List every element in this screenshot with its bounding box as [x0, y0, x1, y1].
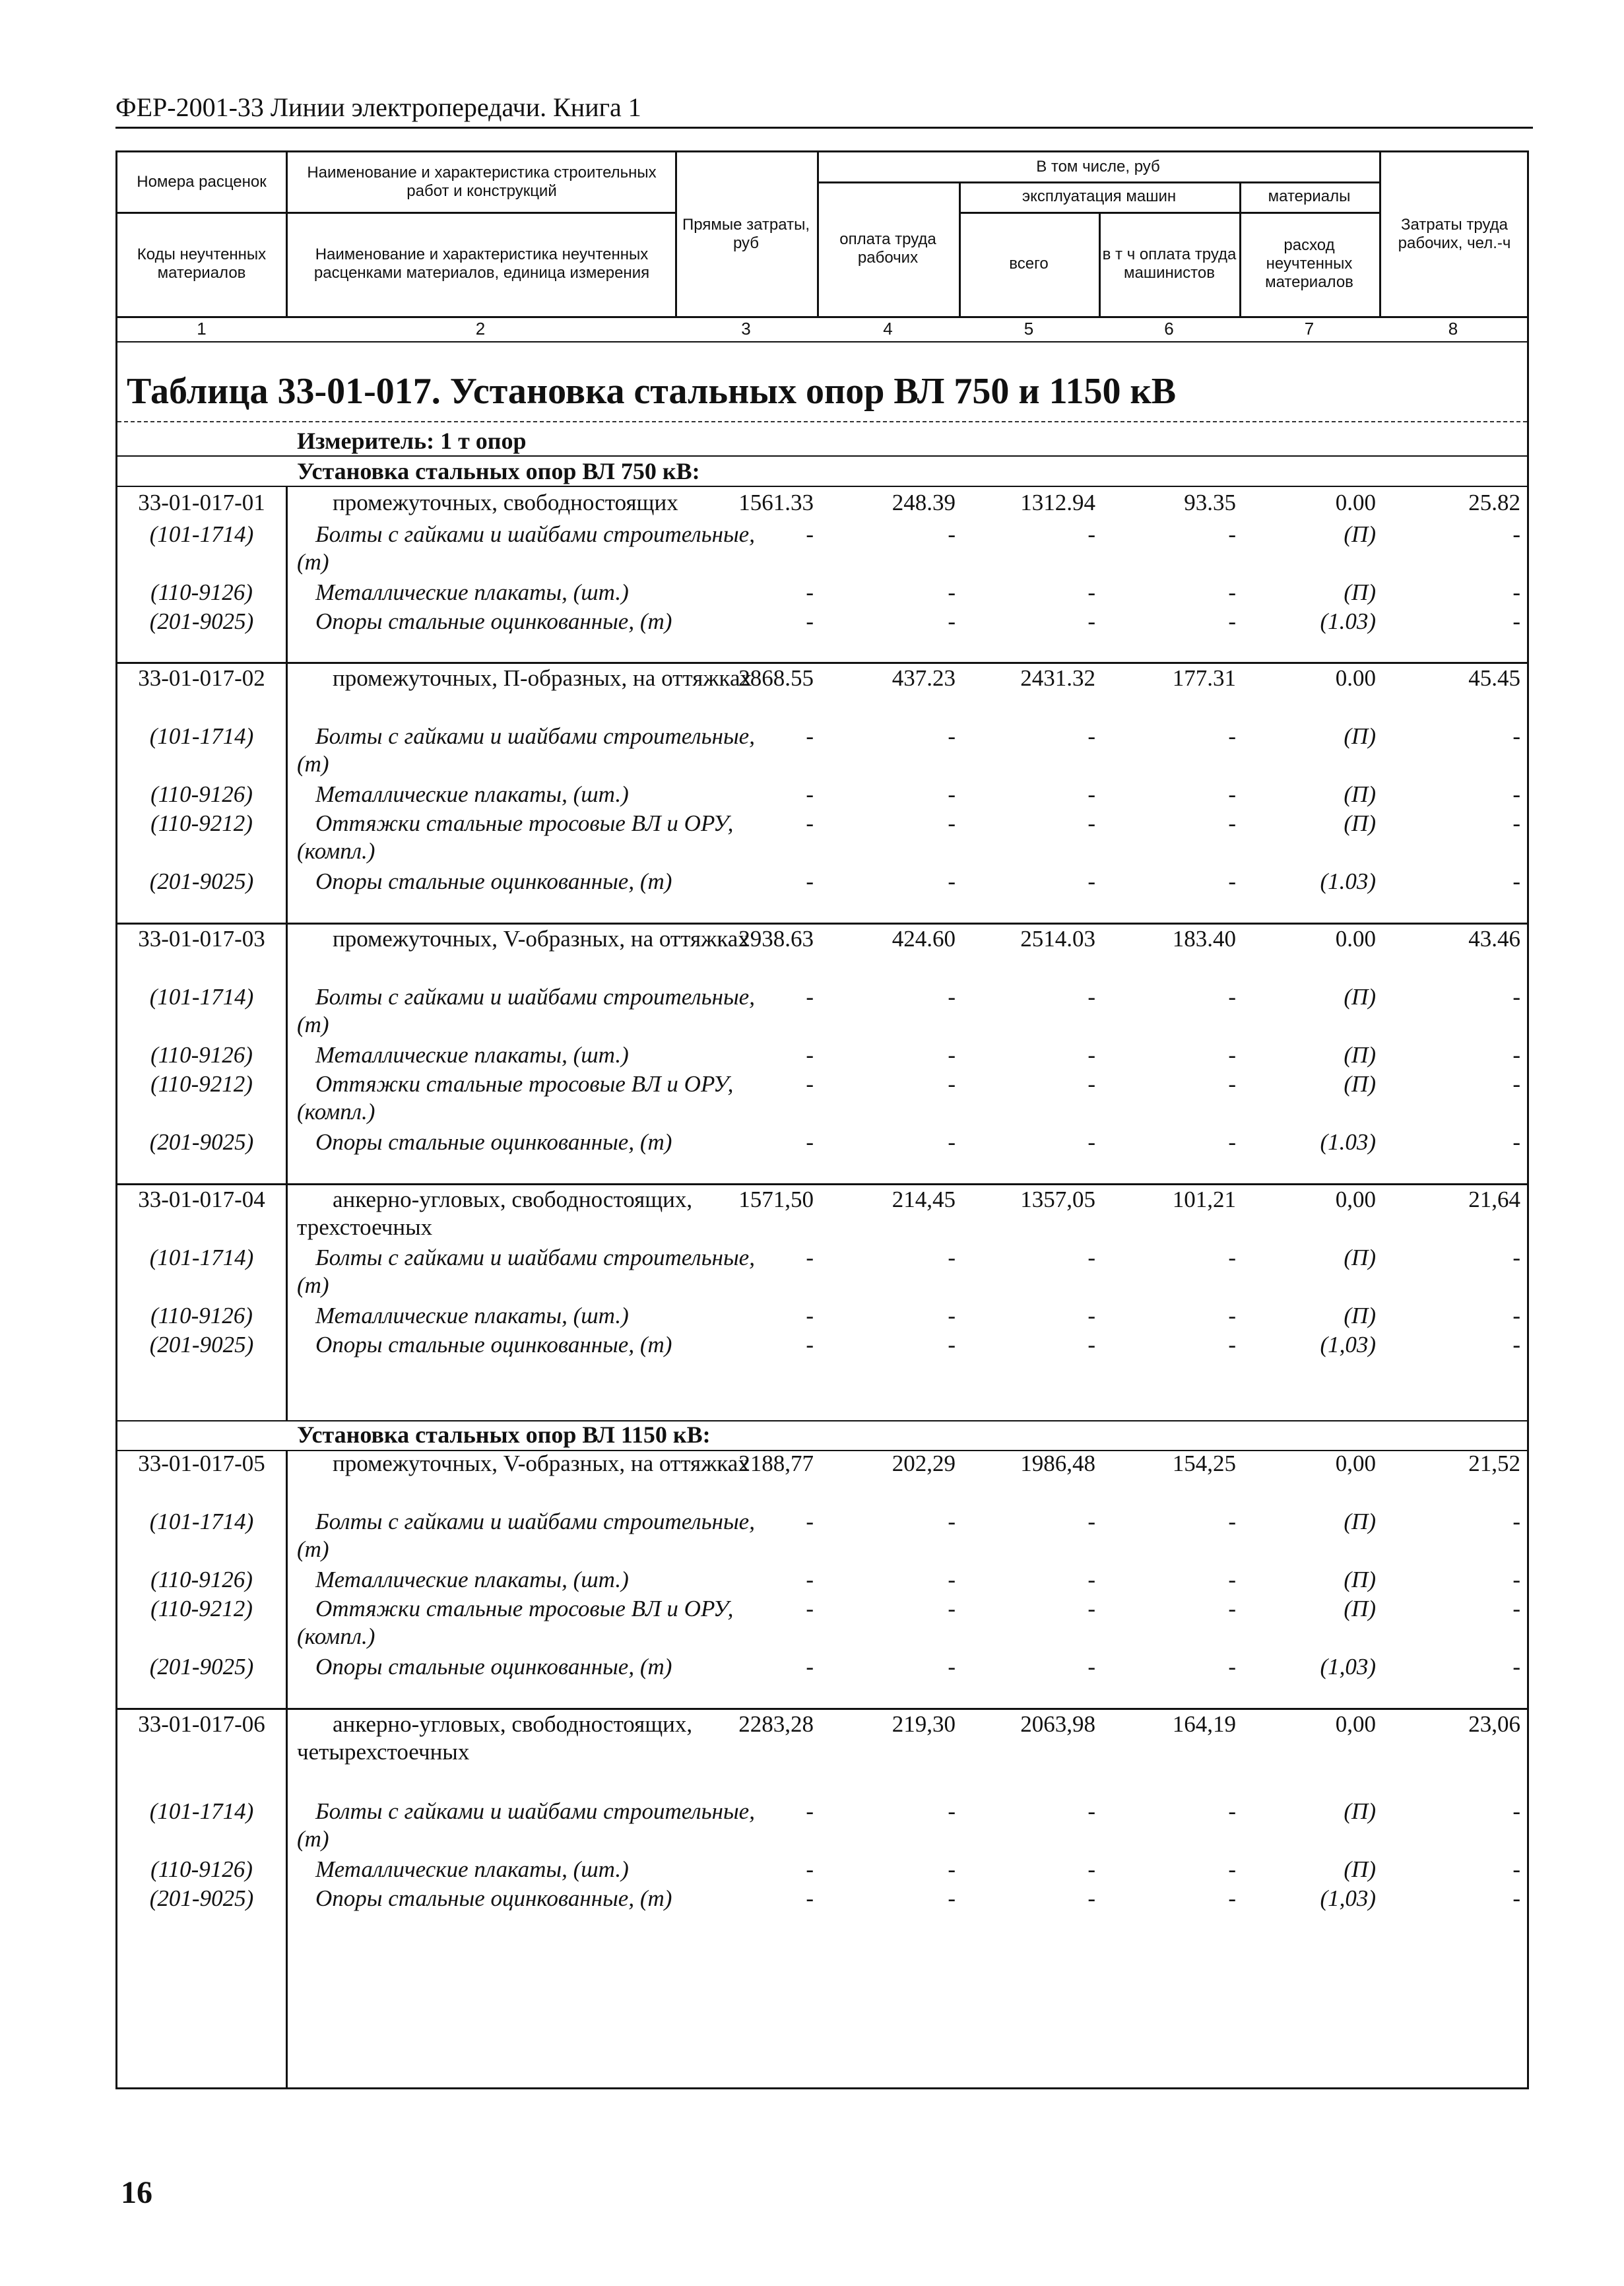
value-cell: - [1088, 579, 1095, 605]
header-row-numbers: Номера расценок [137, 173, 267, 191]
rate-code: 33-01-017-01 [138, 490, 265, 515]
value-cell: 2868.55 [738, 665, 814, 691]
value-cell: - [806, 1596, 814, 1621]
material-description: Опоры стальные оцинкованные, (т) [315, 1654, 672, 1680]
divider [117, 421, 1527, 422]
value-cell: - [1512, 579, 1520, 605]
value-cell: - [1088, 723, 1095, 749]
value-cell: - [1228, 1567, 1236, 1592]
work-description: промежуточных, свободностоящих [333, 490, 678, 515]
value-cell: - [1088, 868, 1095, 894]
value-cell: - [948, 1129, 956, 1155]
value-cell: (1.03) [1320, 868, 1376, 894]
column-number: 5 [1023, 319, 1034, 339]
material-code: (110-9212) [150, 1596, 253, 1621]
value-cell: - [948, 810, 956, 836]
value-cell: - [1088, 1332, 1095, 1357]
value-cell: 2514.03 [1020, 926, 1095, 952]
value-cell: 93.35 [1184, 490, 1236, 515]
material-code: (101-1714) [149, 1509, 254, 1534]
value-cell: - [1512, 1856, 1520, 1882]
value-cell: (1,03) [1320, 1885, 1376, 1911]
value-cell: 1571,50 [738, 1187, 814, 1212]
value-cell: - [1512, 1332, 1520, 1357]
value-cell: - [1512, 1071, 1520, 1097]
value-cell: - [1512, 1509, 1520, 1534]
value-cell: 154,25 [1172, 1451, 1236, 1476]
column-number: 7 [1304, 319, 1315, 339]
value-cell: (П) [1344, 1596, 1376, 1621]
divider [117, 486, 1527, 487]
value-cell: 2431.32 [1020, 665, 1095, 691]
value-cell: (1.03) [1320, 1129, 1376, 1155]
header-materials: материалы [1268, 187, 1351, 205]
material-code: (101-1714) [149, 1245, 254, 1270]
value-cell: - [948, 1071, 956, 1097]
value-cell: - [1228, 723, 1236, 749]
value-cell: - [1512, 810, 1520, 836]
material-code: (110-9126) [150, 1042, 253, 1068]
divider [117, 455, 1527, 457]
value-cell: (1,03) [1320, 1654, 1376, 1680]
value-cell: - [1228, 1245, 1236, 1270]
value-cell: (1,03) [1320, 1332, 1376, 1357]
value-cell: (П) [1344, 1567, 1376, 1592]
material-description: Металлические плакаты, (шт.) [315, 1856, 629, 1882]
value-cell: - [1088, 810, 1095, 836]
value-cell: 1357,05 [1020, 1187, 1095, 1212]
value-cell: - [1512, 1798, 1520, 1824]
value-cell: - [1228, 810, 1236, 836]
material-description: Металлические плакаты, (шт.) [315, 781, 629, 807]
value-cell: - [806, 1885, 814, 1911]
column-number: 8 [1448, 319, 1458, 339]
material-description: Болты с гайками и шайбами строительные, (т) [297, 984, 755, 1037]
value-cell: 424.60 [892, 926, 956, 952]
value-cell: - [806, 868, 814, 894]
value-cell: - [948, 1509, 956, 1534]
work-description: промежуточных, П-образных, на оттяжках [333, 665, 752, 691]
value-cell: - [1512, 868, 1520, 894]
material-code: (110-9126) [150, 1567, 253, 1592]
value-cell: - [948, 1245, 956, 1270]
material-description: Опоры стальные оцинкованные, (т) [315, 1332, 672, 1357]
value-cell: - [948, 781, 956, 807]
column-number: 6 [1164, 319, 1174, 339]
header-labor-pay: оплата труда рабочих [839, 230, 936, 267]
value-cell: - [948, 1042, 956, 1068]
value-cell: 0,00 [1335, 1451, 1376, 1476]
grid-line [675, 152, 677, 316]
value-cell: - [948, 1856, 956, 1882]
material-code: (110-9126) [150, 1856, 253, 1882]
rate-code: 33-01-017-03 [138, 926, 265, 952]
value-cell: - [806, 984, 814, 1010]
value-cell: - [1512, 1129, 1520, 1155]
value-cell: 0,00 [1335, 1711, 1376, 1737]
work-description: промежуточных, V-образных, на оттяжках [333, 1451, 750, 1476]
value-cell: - [806, 608, 814, 634]
material-description: Оттяжки стальные тросовые ВЛ и ОРУ, (компл.) [297, 1071, 734, 1125]
value-cell: 437.23 [892, 665, 956, 691]
group-divider [117, 1183, 1527, 1185]
value-cell: - [1228, 1042, 1236, 1068]
value-cell: (П) [1344, 1303, 1376, 1328]
value-cell: - [806, 521, 814, 547]
grid-line [286, 486, 288, 1421]
value-cell: - [948, 1798, 956, 1824]
value-cell: (П) [1344, 1509, 1376, 1534]
unit-of-measure: Измеритель: 1 т опор [297, 428, 527, 454]
section-title-750: Установка стальных опор ВЛ 750 кВ: [297, 458, 700, 484]
value-cell: 0,00 [1335, 1187, 1376, 1212]
value-cell: - [806, 1856, 814, 1882]
value-cell: - [1088, 521, 1095, 547]
value-cell: 25.82 [1468, 490, 1520, 515]
rate-code: 33-01-017-02 [138, 665, 265, 691]
value-cell: - [1228, 1509, 1236, 1534]
value-cell: 2063,98 [1020, 1711, 1095, 1737]
value-cell: (1.03) [1320, 608, 1376, 634]
value-cell: - [948, 579, 956, 605]
grid-line [1379, 152, 1381, 316]
value-cell: - [1088, 984, 1095, 1010]
value-cell: - [1088, 1856, 1095, 1882]
header-machines: эксплуатация машин [1022, 187, 1177, 205]
value-cell: 1986,48 [1020, 1451, 1095, 1476]
value-cell: - [948, 868, 956, 894]
page-number: 16 [121, 2175, 152, 2210]
value-cell: 45.45 [1468, 665, 1520, 691]
value-cell: 214,45 [892, 1187, 956, 1212]
value-cell: (П) [1344, 810, 1376, 836]
material-description: Металлические плакаты, (шт.) [315, 1303, 629, 1328]
material-description: Болты с гайками и шайбами строительные, (т) [297, 521, 755, 575]
running-header: ФЕР-2001-33 Линии электропередачи. Книга 1 [115, 91, 1533, 129]
value-cell: - [948, 1303, 956, 1328]
material-code: (110-9126) [150, 1303, 253, 1328]
column-number: 1 [197, 319, 207, 339]
header-material-name: Наименование и характеристика неучтенных расценками материалов, единица измерения [313, 245, 650, 282]
value-cell: - [948, 608, 956, 634]
group-divider [117, 662, 1527, 664]
value-cell: 2938.63 [738, 926, 814, 952]
value-cell: - [1228, 1332, 1236, 1357]
value-cell: 23,06 [1468, 1711, 1520, 1737]
value-cell: - [806, 810, 814, 836]
value-cell: - [1228, 1798, 1236, 1824]
header-machines-total: всего [1009, 255, 1049, 273]
value-cell: 2188,77 [738, 1451, 814, 1476]
value-cell: - [1088, 1129, 1095, 1155]
divider [117, 1420, 1527, 1421]
value-cell: - [1512, 1245, 1520, 1270]
material-code: (201-9025) [149, 1332, 254, 1357]
column-number: 2 [475, 319, 486, 339]
value-cell: - [806, 781, 814, 807]
value-cell: (П) [1344, 781, 1376, 807]
value-cell: - [1512, 608, 1520, 634]
header-including: В том числе, руб [1036, 158, 1160, 176]
material-description: Болты с гайками и шайбами строительные, (т) [297, 1509, 755, 1562]
value-cell: - [806, 1071, 814, 1097]
value-cell: - [1228, 1654, 1236, 1680]
value-cell: - [1228, 608, 1236, 634]
value-cell: - [1228, 1129, 1236, 1155]
table-title: Таблица 33-01-017. Установка стальных опор ВЛ 750 и 1150 кВ [127, 371, 1177, 412]
value-cell: - [1088, 1303, 1095, 1328]
value-cell: - [1088, 1567, 1095, 1592]
grid-line [1099, 212, 1101, 316]
material-code: (101-1714) [149, 521, 254, 547]
value-cell: 183.40 [1172, 926, 1236, 952]
value-cell: - [1088, 1509, 1095, 1534]
value-cell: - [806, 1245, 814, 1270]
material-description: Опоры стальные оцинкованные, (т) [315, 1129, 672, 1155]
value-cell: - [1088, 1245, 1095, 1270]
value-cell: - [1228, 1071, 1236, 1097]
value-cell: - [1512, 521, 1520, 547]
value-cell: - [1512, 1885, 1520, 1911]
work-description: анкерно-угловых, свободностоящих, четырехстоечных [297, 1711, 693, 1765]
rate-code: 33-01-017-05 [138, 1451, 265, 1476]
material-code: (110-9126) [150, 781, 253, 807]
value-cell: - [948, 1885, 956, 1911]
value-cell: - [1088, 1798, 1095, 1824]
rate-code: 33-01-017-04 [138, 1187, 265, 1212]
grid-line [286, 1450, 288, 2087]
value-cell: - [1512, 984, 1520, 1010]
value-cell: - [806, 1129, 814, 1155]
material-description: Металлические плакаты, (шт.) [315, 579, 629, 605]
column-number: 4 [883, 319, 893, 339]
header-work-name: Наименование и характеристика строительных работ и конструкций [307, 164, 657, 200]
value-cell: - [1088, 1071, 1095, 1097]
price-table [115, 150, 1529, 2089]
material-code: (201-9025) [149, 1885, 254, 1911]
value-cell: - [1088, 1042, 1095, 1068]
header-direct-costs: Прямые затраты, руб [682, 216, 810, 252]
material-code: (110-9212) [150, 810, 253, 836]
header-material-consumption: расход неучтенных материалов [1265, 236, 1353, 291]
material-description: Металлические плакаты, (шт.) [315, 1042, 629, 1068]
value-cell: 0.00 [1335, 926, 1376, 952]
value-cell: - [1228, 1596, 1236, 1621]
value-cell: - [1512, 1654, 1520, 1680]
value-cell: (П) [1344, 984, 1376, 1010]
material-code: (110-9212) [150, 1071, 253, 1097]
value-cell: 1561.33 [738, 490, 814, 515]
value-cell: - [1088, 1885, 1095, 1911]
value-cell: - [1512, 1567, 1520, 1592]
value-cell: - [948, 1567, 956, 1592]
rate-code: 33-01-017-06 [138, 1711, 265, 1737]
value-cell: (П) [1344, 1245, 1376, 1270]
material-description: Опоры стальные оцинкованные, (т) [315, 868, 672, 894]
header-material-codes: Коды неучтенных материалов [137, 245, 267, 282]
value-cell: - [1228, 781, 1236, 807]
value-cell: (П) [1344, 1856, 1376, 1882]
value-cell: - [806, 579, 814, 605]
value-cell: - [948, 1596, 956, 1621]
value-cell: 0.00 [1335, 665, 1376, 691]
value-cell: - [948, 723, 956, 749]
section-title-1150: Установка стальных опор ВЛ 1150 кВ: [297, 1421, 711, 1448]
value-cell: 164,19 [1172, 1711, 1236, 1737]
value-cell: - [1088, 608, 1095, 634]
value-cell: - [1088, 1654, 1095, 1680]
value-cell: - [806, 1042, 814, 1068]
value-cell: 101,21 [1172, 1187, 1236, 1212]
material-code: (101-1714) [149, 1798, 254, 1824]
value-cell: - [806, 1567, 814, 1592]
work-description: промежуточных, V-образных, на оттяжках [333, 926, 750, 952]
material-code: (201-9025) [149, 868, 254, 894]
value-cell: (П) [1344, 723, 1376, 749]
value-cell: 0.00 [1335, 490, 1376, 515]
value-cell: 1312.94 [1020, 490, 1095, 515]
material-description: Болты с гайками и шайбами строительные, (т) [297, 1798, 755, 1852]
value-cell: - [1088, 1596, 1095, 1621]
value-cell: 177.31 [1172, 665, 1236, 691]
value-cell: - [1088, 781, 1095, 807]
material-code: (101-1714) [149, 984, 254, 1010]
value-cell: - [1228, 579, 1236, 605]
work-description: анкерно-угловых, свободностоящих, трехстоечных [297, 1187, 693, 1240]
value-cell: 202,29 [892, 1451, 956, 1476]
value-cell: - [948, 521, 956, 547]
value-cell: 248.39 [892, 490, 956, 515]
value-cell: 2283,28 [738, 1711, 814, 1737]
group-divider [117, 1708, 1527, 1710]
material-code: (201-9025) [149, 1129, 254, 1155]
header-labor-hours: Затраты труда рабочих, чел.-ч [1398, 216, 1511, 252]
group-divider [117, 923, 1527, 925]
value-cell: - [1228, 1885, 1236, 1911]
value-cell: - [1228, 521, 1236, 547]
value-cell: - [948, 984, 956, 1010]
value-cell: - [806, 1332, 814, 1357]
column-number: 3 [741, 319, 751, 339]
value-cell: - [806, 723, 814, 749]
value-cell: - [1228, 1856, 1236, 1882]
material-code: (201-9025) [149, 608, 254, 634]
value-cell: 43.46 [1468, 926, 1520, 952]
value-cell: - [1512, 1596, 1520, 1621]
material-code: (201-9025) [149, 1654, 254, 1680]
value-cell: - [1228, 984, 1236, 1010]
value-cell: - [1228, 868, 1236, 894]
value-cell: - [1228, 1303, 1236, 1328]
value-cell: - [806, 1654, 814, 1680]
material-description: Болты с гайками и шайбами строительные, (т) [297, 1245, 755, 1298]
value-cell: 21,52 [1468, 1451, 1520, 1476]
value-cell: (П) [1344, 1798, 1376, 1824]
value-cell: - [806, 1509, 814, 1534]
grid-line [117, 341, 1527, 343]
value-cell: - [1512, 723, 1520, 749]
value-cell: - [1512, 1042, 1520, 1068]
material-description: Болты с гайками и шайбами строительные, (т) [297, 723, 755, 777]
value-cell: (П) [1344, 1042, 1376, 1068]
material-code: (110-9126) [150, 579, 253, 605]
value-cell: - [1512, 781, 1520, 807]
value-cell: (П) [1344, 1071, 1376, 1097]
material-description: Металлические плакаты, (шт.) [315, 1567, 629, 1592]
value-cell: (П) [1344, 579, 1376, 605]
value-cell: - [948, 1654, 956, 1680]
value-cell: (П) [1344, 521, 1376, 547]
material-description: Оттяжки стальные тросовые ВЛ и ОРУ, (компл.) [297, 1596, 734, 1649]
value-cell: 21,64 [1468, 1187, 1520, 1212]
header-operator-pay: в т ч оплата труда машинистов [1102, 245, 1237, 282]
grid-line [286, 152, 288, 316]
material-description: Опоры стальные оцинкованные, (т) [315, 608, 672, 634]
value-cell: - [806, 1798, 814, 1824]
value-cell: - [948, 1332, 956, 1357]
material-code: (101-1714) [149, 723, 254, 749]
material-description: Оттяжки стальные тросовые ВЛ и ОРУ, (компл.) [297, 810, 734, 864]
value-cell: 219,30 [892, 1711, 956, 1737]
value-cell: - [806, 1303, 814, 1328]
material-description: Опоры стальные оцинкованные, (т) [315, 1885, 672, 1911]
value-cell: - [1512, 1303, 1520, 1328]
